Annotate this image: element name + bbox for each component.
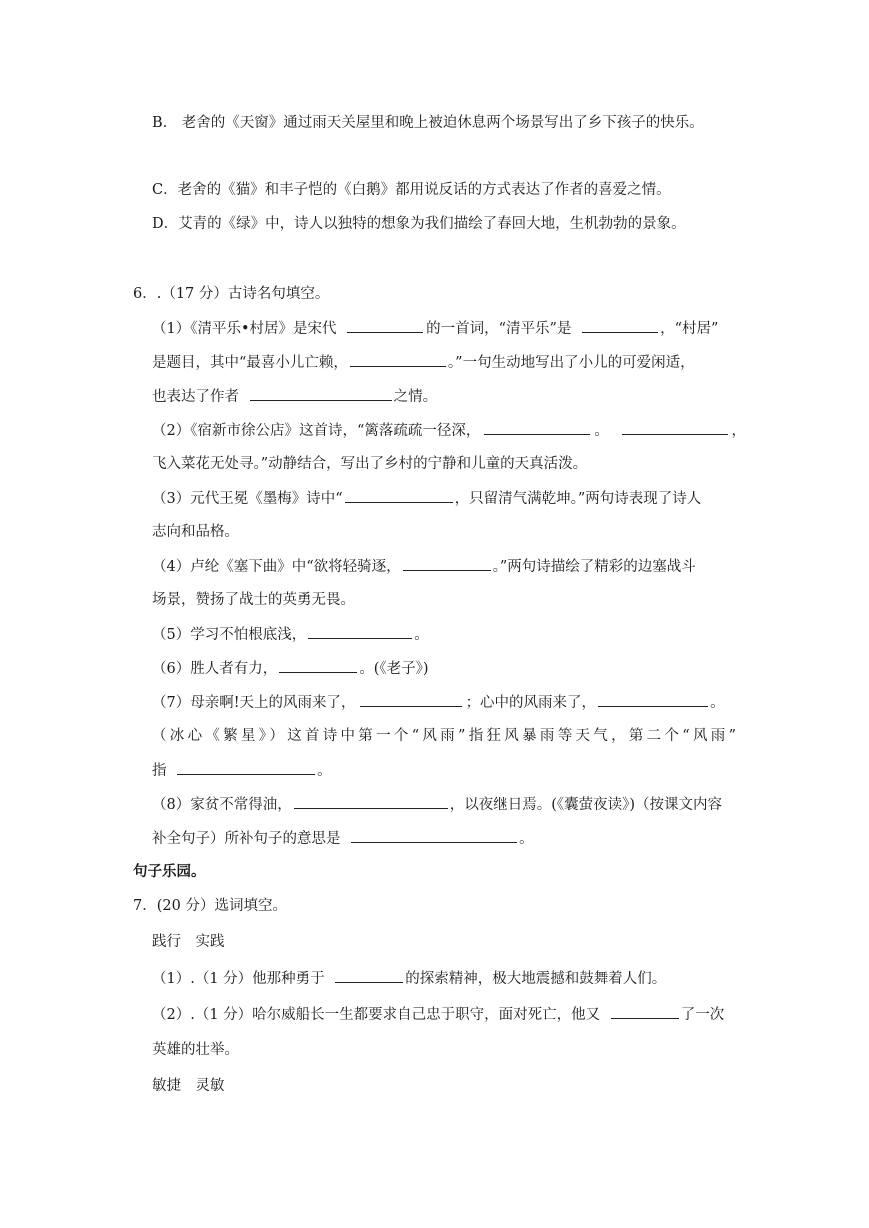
text: （1）.（1 分）他那种勇于 [152,971,325,987]
text: （8）家贫不常得油， [152,797,292,813]
answer-blank[interactable] [335,968,403,983]
q6-part5 [152,624,429,645]
answer-blank[interactable] [250,386,392,401]
q6-part6 [152,658,429,679]
answer-blank[interactable] [350,352,446,367]
answer-blank[interactable] [177,760,315,775]
question-6-heading: 6．.（17 分）古诗名句填空。 [133,286,330,302]
text: （2）.（1 分）哈尔威船长一生都要求自己忠于职守，面对死亡，他又 [152,1007,601,1023]
text: 也表达了作者 [152,389,239,405]
text: （4）卢纶《塞下曲》中“欲将轻骑逐， [152,559,401,575]
option-b: B. 老舍的《天窗》通过雨天关屋里和晚上被迫休息两个场景写出了乡下孩子的快乐。 [152,115,704,131]
text: 。(《老子》) [359,661,429,677]
q6-part8-line1 [152,794,722,815]
text: 之情。 [393,389,438,405]
q6-part1-line1 [152,318,718,339]
q6-part2-line2: 飞入菜花无处寻。”动静结合，写出了乡村的宁静和儿童的天真活泼。 [152,456,588,472]
q6-part1-line2 [152,352,695,373]
answer-blank[interactable] [582,318,658,333]
answer-blank[interactable] [403,556,491,571]
text: （7）母亲啊!天上的风雨来了， [152,695,356,711]
text: 指 [152,763,167,779]
text: （1）《清平乐•村居》是宋代 [152,321,337,337]
text: 。 [710,695,725,711]
text: 。”一句生动地写出了小儿的可爱闲适， [447,355,695,371]
text: 。”两句诗描绘了精彩的边塞战斗 [492,559,696,575]
text: ，以夜继日焉。(《囊萤夜读》)（按课文内容 [449,797,723,813]
text: 。 [317,763,332,779]
answer-blank[interactable] [347,318,423,333]
q6-part4-line1 [152,556,696,577]
option-d: D．艾青的《绿》中，诗人以独特的想象为我们描绘了春回大地，生机勃勃的景象。 [152,216,686,232]
answer-blank[interactable] [360,692,462,707]
text: 。 [594,423,609,439]
answer-blank[interactable] [622,420,728,435]
q7-sentence1 [152,968,666,989]
word-choices-2: 敏捷 灵敏 [152,1078,225,1094]
text: 。 [519,831,534,847]
q7-sentence2-line1 [152,1004,724,1025]
answer-blank[interactable] [598,692,708,707]
q6-part2-line1 [152,420,746,441]
text: ，“村居” [660,321,719,337]
q7-sentence2-line2: 英雄的壮举。 [152,1042,239,1058]
answer-blank[interactable] [611,1004,679,1019]
answer-blank[interactable] [351,828,517,843]
text: ；心中的风雨来了， [465,695,597,711]
q6-part7-line3 [152,760,332,781]
answer-blank[interactable] [484,420,590,435]
q6-part7-line2: （冰心《繁星》）这首诗中第一个“风雨”指狂风暴雨等天气，第二个“风雨” [152,728,736,744]
text: （5）学习不怕根底浅， [152,627,307,643]
question-7-heading: 7．(20 分）选词填空。 [133,898,287,914]
text: ，只留清气满乾坤。”两句诗表现了诗人 [454,491,702,507]
option-c: C．老舍的《猫》和丰子恺的《白鹅》都用说反话的方式表达了作者的喜爱之情。 [152,182,671,198]
answer-blank[interactable] [294,794,448,809]
word-choices-1: 践行 实践 [152,934,225,950]
q6-part8-line2 [152,828,534,849]
text: 的探索精神，极大地震撼和鼓舞着人们。 [405,971,667,987]
answer-blank[interactable] [279,658,357,673]
text: 的一首词，“清平乐”是 [426,321,572,337]
text: 补全句子）所补句子的意思是 [152,831,341,847]
q6-part7-line1 [152,692,725,713]
answer-blank[interactable] [308,624,412,639]
text: （6）胜人者有力， [152,661,278,677]
text: 是题目，其中“最喜小儿亡赖， [152,355,348,371]
text: 了一次 [680,1007,725,1023]
q6-part3-line1 [152,488,701,509]
text: （2）《宿新市徐公店》这首诗，“篱落疏疏一径深， [152,423,481,439]
text: （3）元代王冕《墨梅》诗中“ [152,491,343,507]
section-heading: 句子乐园。 [133,864,206,880]
text: 。 [414,627,429,643]
q6-part1-line3 [152,386,437,407]
text: ， [731,423,746,439]
answer-blank[interactable] [345,488,453,503]
q6-part3-line2: 志向和品格。 [152,524,239,540]
q6-part4-line2: 场景，赞扬了战士的英勇无畏。 [152,592,355,608]
